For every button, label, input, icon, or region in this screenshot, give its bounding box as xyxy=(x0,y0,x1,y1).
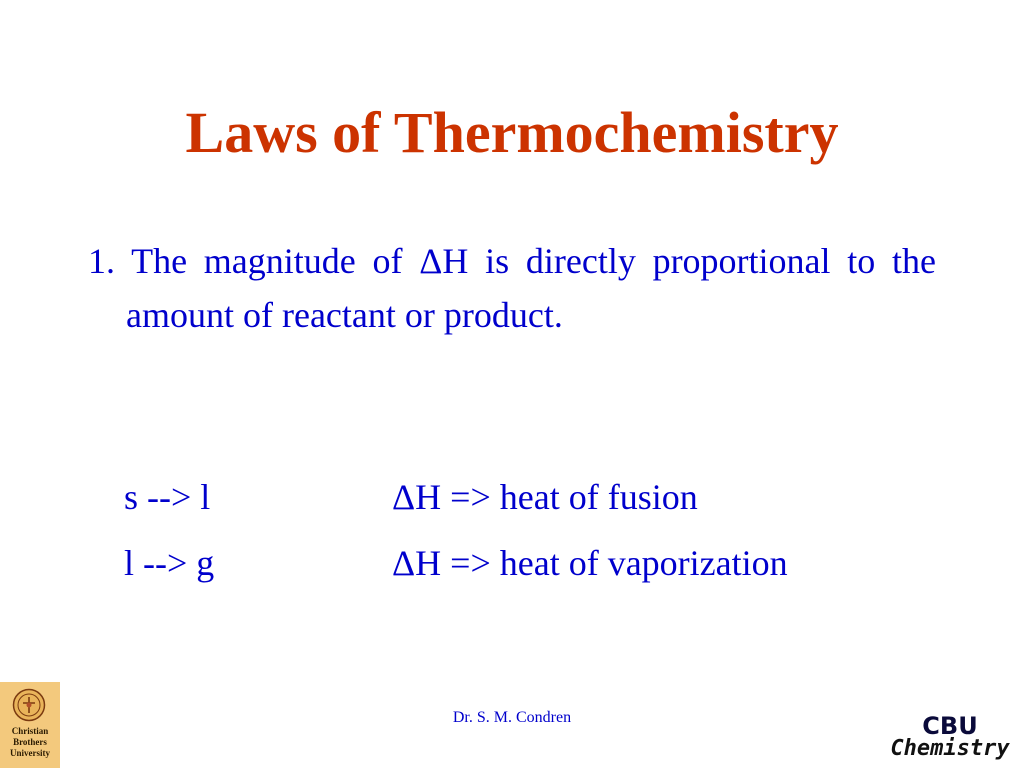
university-name: Christian Brothers University xyxy=(10,726,50,758)
university-seal-icon xyxy=(12,688,46,722)
phase-change-description: ΔH => heat of vaporization xyxy=(392,543,788,583)
phase-change-label: l --> g xyxy=(124,543,215,583)
chemistry-mark: Chemistry xyxy=(890,736,1010,761)
cbu-mark: CBU xyxy=(922,712,978,740)
law-1-text: 1. The magnitude of ΔH is directly proportional to the amount of reactant or product. xyxy=(88,241,936,335)
university-logo xyxy=(0,682,60,768)
slide-footer-author: Dr. S. M. Condren xyxy=(452,709,572,726)
phase-change-label: s --> l xyxy=(124,477,211,517)
phase-change-description: ΔH => heat of fusion xyxy=(392,477,698,517)
phase-change-row xyxy=(124,470,924,524)
cbu-chemistry-logo xyxy=(888,712,1012,764)
phase-change-row xyxy=(124,536,924,590)
slide-title: Laws of Thermochemistry xyxy=(185,100,839,165)
